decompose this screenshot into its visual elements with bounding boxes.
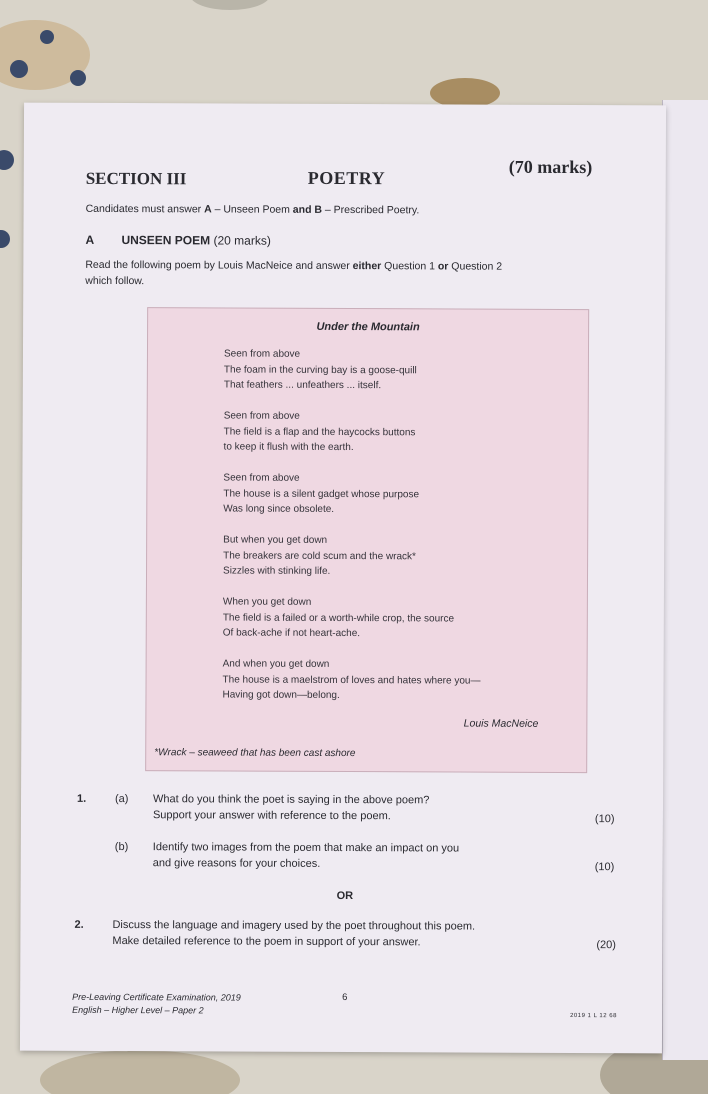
question-1a-marks: (10) bbox=[594, 813, 615, 826]
read-instruction-line1 bbox=[85, 257, 605, 275]
poem-line: Seen from above bbox=[223, 410, 300, 422]
question-1b-label: (b) bbox=[114, 841, 129, 854]
question-1b-text bbox=[153, 839, 459, 872]
poem-stanza-6 bbox=[222, 656, 582, 704]
read-instruction bbox=[85, 257, 605, 291]
poem-line: And when you get down bbox=[222, 658, 330, 670]
part-a-marks: (20 marks) bbox=[213, 233, 271, 248]
poem-line: Seen from above bbox=[223, 348, 301, 360]
question-2-text bbox=[112, 917, 475, 951]
poem-line: That feathers ... unfeathers ... itself. bbox=[223, 379, 382, 392]
exam-footer bbox=[72, 991, 241, 1018]
question-2-marks: (20) bbox=[596, 939, 616, 952]
read-either: either bbox=[352, 260, 382, 273]
section-marks: (70 marks) bbox=[508, 156, 593, 178]
question-2-number: 2. bbox=[74, 918, 84, 931]
poem-line: Of back-ache if not heart-ache. bbox=[222, 627, 361, 640]
poem-line: The field is a flap and the haycocks buttons bbox=[223, 425, 416, 438]
question-1b-line: and give reasons for your choices. bbox=[152, 857, 321, 870]
exam-page bbox=[20, 103, 666, 1054]
part-a-title bbox=[121, 233, 270, 248]
poem-stanza-2 bbox=[224, 408, 584, 456]
poem-footnote: *Wrack – seaweed that has been cast ashore bbox=[154, 747, 356, 760]
instructions-text: Candidates must answer bbox=[85, 202, 205, 216]
footer-exam-name: Pre-Leaving Certificate Examination, 2019 bbox=[72, 991, 241, 1003]
read-text: Read the following poem by Louis MacNeice and answer bbox=[85, 258, 353, 273]
instructions-text: – Unseen Poem bbox=[211, 203, 293, 216]
footer-paper-level: English – Higher Level – Paper 2 bbox=[72, 1004, 204, 1016]
poem-stanza-3 bbox=[223, 470, 583, 518]
instructions-text: – Prescribed Poetry. bbox=[321, 203, 420, 217]
section-heading: SECTION III bbox=[85, 168, 187, 189]
instructions-and: and bbox=[292, 203, 312, 216]
question-2-line: Discuss the language and imagery used by the poet throughout this poem. bbox=[112, 918, 476, 933]
poet-name: Louis MacNeice bbox=[463, 717, 539, 730]
paper-code: 2019 1 L 12 68 bbox=[570, 1012, 617, 1020]
poem-stanza-5 bbox=[223, 594, 583, 642]
poem-line: The breakers are cold scum and the wrack* bbox=[223, 549, 416, 562]
poem-stanza-4 bbox=[223, 532, 583, 580]
question-1b-line: Identify two images from the poem that make an impact on you bbox=[152, 841, 460, 855]
question-1a-line: Support your answer with reference to the poem. bbox=[152, 809, 391, 823]
poem-line: When you get down bbox=[222, 596, 312, 608]
read-or: or bbox=[437, 260, 449, 273]
or-divider: OR bbox=[336, 889, 354, 903]
question-1a-line: What do you think the poet is saying in the above poem? bbox=[153, 793, 430, 807]
question-1b-marks: (10) bbox=[594, 861, 615, 874]
part-a-letter: A bbox=[85, 232, 95, 247]
poem-line: The house is a maelstrom of loves and hates where you— bbox=[222, 673, 481, 687]
poem-line: to keep it flush with the earth. bbox=[223, 441, 354, 454]
question-1-number: 1. bbox=[77, 792, 87, 805]
poem-line: Having got down—belong. bbox=[222, 689, 340, 701]
poem-line: The foam in the curving bay is a goose-quill bbox=[223, 363, 417, 376]
read-instruction-line2: which follow. bbox=[85, 274, 145, 288]
read-text: Question 2 bbox=[448, 260, 503, 273]
poem-box bbox=[145, 307, 589, 773]
poem-line: Seen from above bbox=[223, 472, 300, 484]
instructions-part-a: A bbox=[204, 203, 212, 216]
question-2-line: Make detailed reference to the poem in support of your answer. bbox=[112, 934, 421, 949]
question-1a-label: (a) bbox=[115, 793, 129, 806]
subject-heading: POETRY bbox=[307, 167, 386, 189]
poem-line: Sizzles with stinking life. bbox=[223, 565, 331, 577]
poem-line: Was long since obsolete. bbox=[223, 503, 335, 515]
adjacent-page bbox=[662, 100, 708, 1060]
page-number: 6 bbox=[342, 992, 348, 1004]
poem-line: The house is a silent gadget whose purpose bbox=[223, 487, 420, 500]
instructions-part-b: B bbox=[314, 203, 323, 216]
poem-line: The field is a failed or a worth-while crop, the source bbox=[222, 611, 455, 624]
answer-instructions bbox=[86, 203, 420, 216]
part-a-name: UNSEEN POEM bbox=[121, 233, 211, 248]
poem-title: Under the Mountain bbox=[316, 320, 420, 334]
poem-line: But when you get down bbox=[223, 534, 328, 546]
read-text: Question 1 bbox=[381, 260, 438, 273]
question-1a-text bbox=[153, 791, 430, 824]
poem-stanza-1 bbox=[224, 346, 584, 394]
